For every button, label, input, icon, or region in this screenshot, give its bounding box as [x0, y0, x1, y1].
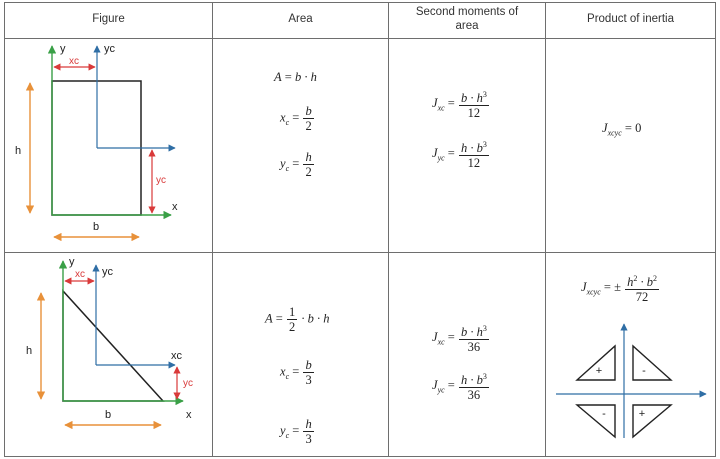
- rect-jyc-formula: $J_{yc}$ = $\frac{h \cdot b^3}{12}$: [432, 140, 487, 171]
- table-col-divider-1: [212, 2, 213, 457]
- quadrant-triangle-bottom-left: [577, 405, 615, 437]
- tri-product-formula: $J_{xcyc}$ = ± $\frac{h^2 \cdot b^2}{72}$: [581, 274, 657, 305]
- header-second-moments: [389, 5, 545, 33]
- sign-top-left: +: [595, 365, 603, 377]
- table-border-bottom: [4, 456, 716, 457]
- y-axis-label: y: [60, 43, 66, 55]
- triangle-shape: [63, 291, 163, 401]
- tri-area-formula: A = $\frac{1}{2}$ · b · h: [265, 305, 330, 334]
- yc-axis-label: yc: [102, 266, 113, 278]
- b-dimension-label: b: [105, 409, 112, 421]
- header-product-inertia: Product of inertia: [587, 13, 674, 25]
- tri-jxc-formula: $J_{xc}$ = $\frac{b \cdot h^3}{36}$: [432, 324, 487, 355]
- rect-yc-formula: $y_c$ = $\frac{h}{2}$: [280, 150, 312, 179]
- rectangle-figure: [5, 40, 212, 252]
- sign-bottom-right: +: [638, 408, 646, 420]
- table-border-top: [4, 2, 716, 3]
- y-axis-label: y: [69, 256, 75, 268]
- tri-xc-formula: $x_c$ = $\frac{b}{3}$: [280, 358, 312, 387]
- header-second-moments-line2: area: [455, 20, 479, 32]
- x-axis-label: x: [172, 201, 178, 213]
- quadrant-sign-diagram: [546, 320, 715, 450]
- header-area: Area: [288, 13, 313, 25]
- rect-xc-formula: $x_c$ = $\frac{b}{2}$: [280, 104, 312, 133]
- h-dimension-label: h: [26, 345, 33, 357]
- yc-dimension-label: yc: [156, 175, 166, 186]
- xc-dimension-label: xc: [69, 56, 79, 67]
- table-border-right: [715, 2, 716, 457]
- rect-area-formula: A = b · h: [274, 70, 317, 84]
- quadrant-triangle-top-right: [633, 346, 671, 380]
- triangle-figure: [5, 253, 212, 456]
- rect-product-formula: $J_{xcyc} = 0$: [602, 121, 642, 138]
- header-figure: Figure: [92, 13, 125, 25]
- tri-jyc-formula: $J_{yc}$ = $\frac{h \cdot b^3}{36}$: [432, 372, 487, 403]
- header-second-moments-line1: Second moments of: [415, 6, 519, 18]
- table-col-divider-2: [388, 2, 389, 457]
- tri-yc-formula: $y_c$ = $\frac{h}{3}$: [280, 417, 312, 446]
- sign-top-right: -: [642, 365, 646, 377]
- sign-bottom-left: -: [602, 408, 606, 420]
- xc-axis-label: xc: [171, 350, 182, 362]
- x-axis-label: x: [186, 409, 192, 421]
- yc-dimension-label: yc: [183, 378, 193, 389]
- b-dimension-label: b: [93, 221, 100, 233]
- table-header-divider: [4, 38, 716, 39]
- yc-axis-label: yc: [104, 43, 115, 55]
- xc-dimension-label: xc: [75, 269, 85, 280]
- h-dimension-label: h: [15, 145, 22, 157]
- rect-jxc-formula: $J_{xc}$ = $\frac{b \cdot h^3}{12}$: [432, 90, 487, 121]
